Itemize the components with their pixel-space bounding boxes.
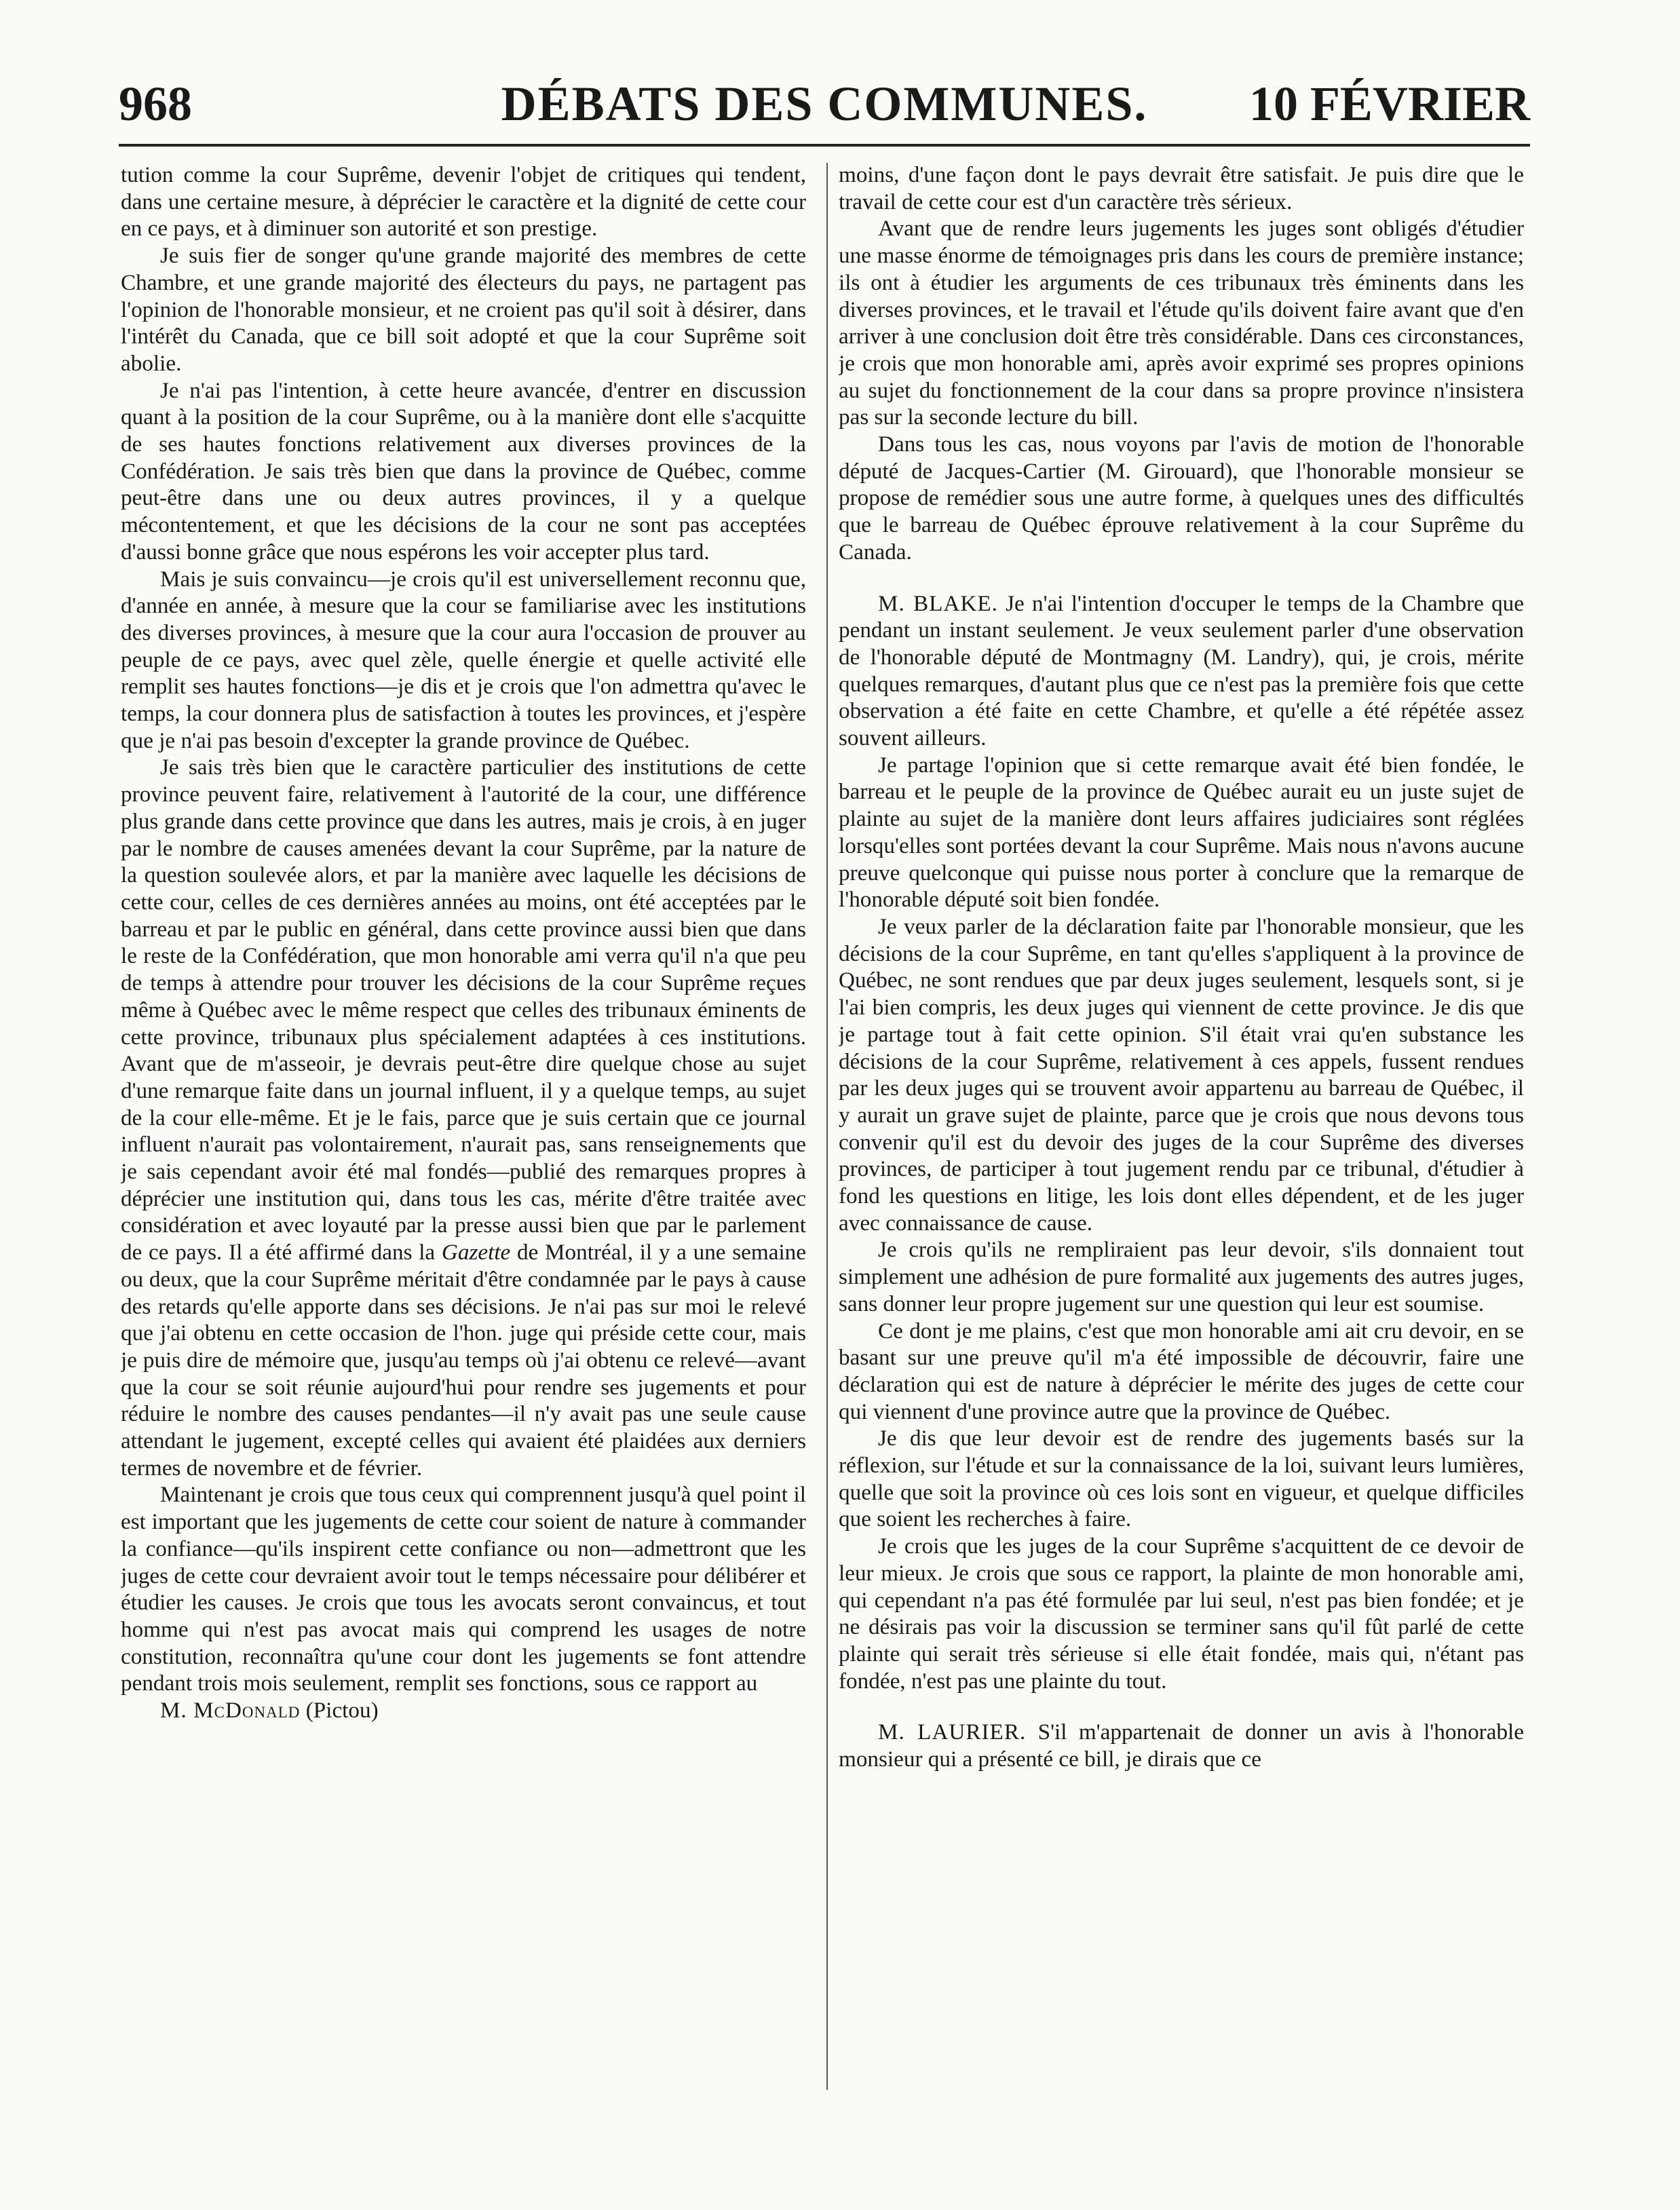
left-column xyxy=(121,161,806,2116)
paragraph: tution comme la cour Suprême, devenir l'objet de critiques qui tendent, dans une certaine mesure, à déprécier le caractère et la dignité de cette cour en ce pays, et à diminuer son autorité et son prestige. xyxy=(121,162,806,242)
paragraph: Je veux parler de la déclaration faite par l'honorable monsieur, que les décisions de la cour Suprême, en tant qu'elles s'appliquent à la province de Québec, ne sont rendues que par deux juges seulement, lesquels sont, si je l'ai bien compris, les deux juges qui viennent de cette province. Je dis que je partage tout à fait cette opinion. S'il était vrai qu'en substance les décisions de la cour Suprême, relativement à ces appels, fussent rendues par les deux juges qui se trouvent avoir appartenu au barreau de Québec, il y aurait un grave sujet de plainte, parce que je crois que nous devons tous convenir qu'il est du devoir des juges de la cour Suprême des diverses provinces, de participer à tout jugement rendu par ce tribunal, d'étudier à fond les questions en litige, les lois dont elles dépendent, et de les juger avec connaissance de cause. xyxy=(839,913,1524,1236)
paragraph-text: S'il m'appartenait de donner un avis à l'honorable monsieur qui a présenté ce bill, je dirais que ce xyxy=(839,1719,1524,1772)
newspaper-name: Gazette xyxy=(441,1240,511,1265)
column-footer-speaker xyxy=(121,1697,806,1724)
paragraph: Je crois qu'ils ne rempliraient pas leur devoir, s'ils donnaient tout simplement une adhésion de pure formalité aux jugements des autres juges, sans donner leur propre jugement sur une question qui leur est soumise. xyxy=(839,1237,1524,1316)
paragraph: Je n'ai pas l'intention, à cette heure avancée, d'entrer en discussion quant à la position de la cour Suprême, ou à la manière dont elle s'acquitte de ses hautes fonctions relativement aux diverses provinces de la Confédération. Je sais très bien que dans la province de Québec, comme peut-être dans une ou deux autres provinces, il y a quelque mécontentement, et que les décisions de la cour ne sont pas acceptées d'aussi bonne grâce que nous espérons les voir accepter plus tard. xyxy=(121,377,806,565)
speech-blake xyxy=(839,590,1524,752)
paragraph: Je crois que les juges de la cour Suprême s'acquittent de ce devoir de leur mieux. Je crois que sous ce rapport, la plainte de mon honorable ami, qui cependant n'a pas été formulée par lui seul, n'est pas bien fondée; et je ne désirais pas voir la discussion se terminer sans qu'il fût parlé de cette plainte qui serait très sérieuse si elle était fondée, mais qui, n'étant pas fondée, n'est pas une plainte du tout. xyxy=(839,1533,1524,1694)
speaker-name: M. McDonald xyxy=(160,1698,301,1723)
page-header xyxy=(119,76,1530,137)
paragraph: Je partage l'opinion que si cette remarque avait été bien fondée, le barreau et le peuple de la province de Québec aurait eu un juste sujet de plainte au sujet de la manière dont leurs affaires judiciaires sont réglées lorsqu'elles sont portées devant la cour Suprême. Mais nous n'avons aucune preuve quelconque qui puisse nous porter à conclure que la remarque de l'honorable député soit bien fondée. xyxy=(839,752,1524,913)
paragraph-text: de Montréal, il y a une semaine ou deux, que la cour Suprême méritait d'être condamnée par le pays à cause des retards qu'elle apporte dans ses décisions. Je n'ai pas sur moi le relevé que j'ai obtenu en cette occasion de l'hon. juge qui préside cette cour, mais je puis dire de mémoire que, jusqu'au temps où j'ai obtenu ce relevé—avant que la cour se soit réunie aujourd'hui pour rendre ses jugements et pour réduire le nombre des causes pendantes—il n'y avait pas une seule cause attendant le jugement, excepté celles qui avaient été plaidées aux derniers termes de novembre et de février. xyxy=(121,1240,806,1481)
paragraph: Je dis que leur devoir est de rendre des jugements basés sur la réflexion, sur l'étude et sur la connaissance de la loi, suivant leurs lumières, quelle que soit la province où ces lois sont en vigueur, et quelque difficiles que soient les recherches à faire. xyxy=(839,1426,1524,1532)
running-title: DÉBATS DES COMMUNES. xyxy=(501,77,1148,131)
speaker-name: M. LAURIER. xyxy=(878,1719,1027,1745)
speaker-riding: (Pictou) xyxy=(305,1698,379,1723)
paragraph xyxy=(121,754,806,1481)
paragraph: moins, d'une façon dont le pays devrait être satisfait. Je puis dire que le travail de cette cour est d'un caractère très sérieux. xyxy=(839,162,1524,214)
column-divider xyxy=(826,163,828,2090)
header-rule xyxy=(119,144,1530,147)
paragraph: Mais je suis convaincu—je crois qu'il est universellement reconnu que, d'année en année, à mesure que la cour se familiarise avec les institutions des diverses provinces, à mesure que la cour aura l'occasion de prouver au peuple de ce pays, avec quel zèle, quelle énergie et quelle activité elle remplit ses hautes fonctions—je dis et je crois que l'on admettra qu'avec le temps, la cour donnera plus de satisfaction à toutes les provinces, et j'espère que je n'ai pas besoin d'excepter la grande province de Québec. xyxy=(121,566,806,753)
paragraph: Ce dont je me plains, c'est que mon honorable ami ait cru devoir, en se basant sur une preuve qu'il m'a été impossible de découvrir, faire une déclaration qui est de nature à déprécier le mérite des juges de cette cour qui viennent d'une province autre que la province de Québec. xyxy=(839,1318,1524,1424)
page-number: 968 xyxy=(119,77,192,131)
header-date: 10 FÉVRIER xyxy=(1248,77,1530,131)
paragraph: Avant que de rendre leurs jugements les juges sont obligés d'étudier une masse énorme de témoignages pris dans les cours de première instance; ils ont à étudier les arguments de ces tribunaux très éminents dans les diverses provinces, et le travail et l'étude qu'ils doivent faire avant que d'en arriver à une conclusion doit être très considérable. Dans ces circonstances, je crois que mon honorable ami, après avoir exprimé ses propres opinions au sujet du fonctionnement de la cour dans sa propre province n'insistera pas sur la seconde lecture du bill. xyxy=(839,216,1524,430)
speech-laurier xyxy=(839,1719,1524,1772)
paragraph: Dans tous les cas, nous voyons par l'avis de motion de l'honorable député de Jacques-Cartier (M. Girouard), que l'honorable monsieur se propose de remédier sous une autre forme, à quelques unes des difficultés que le barreau de Québec éprouve relativement à la cour Suprême du Canada. xyxy=(839,432,1524,565)
speaker-name: M. BLAKE. xyxy=(878,590,998,616)
paragraph: Maintenant je crois que tous ceux qui comprennent jusqu'à quel point il est important que les jugements de cette cour soient de nature à commander la confiance—qu'ils inspirent cette confiance ou non—admettront que les juges de cette cour devraient avoir tout le temps nécessaire pour délibérer et étudier les causes. Je crois que tous les avocats seront convaincus, et tout homme qui n'est pas avocat mais qui comprend les usages de notre constitution, reconnaîtra qu'une cour dont les jugements se font attendre pendant trois mois seulement, remplit ses fonctions, sous ce rapport au xyxy=(121,1482,806,1696)
right-column xyxy=(839,161,1524,2034)
paragraph-text: Je sais très bien que le caractère particulier des institutions de cette province peuvent faire, relativement à l'autorité de la cour, une différence plus grande dans cette province que dans les autres, mais je crois, à en juger par le nombre de causes amenées devant la cour Suprême, par la nature de la question soulevée alors, et par la manière avec laquelle les décisions de cette cour, celles de ces dernières années au moins, ont été acceptées par le barreau et par le public en général, dans cette province aussi bien que dans le reste de la Confédération, que mon honorable ami verra qu'il n'a que peu de temps à attendre pour trouver les décisions de la cour Suprême reçues même à Québec avec le même respect que celles des tribunaux éminents de cette province, tribunaux plus spécialement adaptées à ces institutions. Avant que de m'asseoir, je devrais peut-être dire quelque chose au sujet d'une remarque faite dans un journal influent, il y a quelque temps, au sujet de la cour elle-même. Et je le fais, parce que je suis certain que ce journal influent n'aurait pas volontairement, n'aurait pas, sans renseignements que je sais cependant avoir été mal fondés—publié des remarques propres à déprécier une institution qui, dans tous les cas, mérite d'être traitée avec considération et avec loyauté par la presse aussi bien que par le parlement de ce pays. Il a été affirmé dans la xyxy=(121,755,806,1265)
paragraph-text: Je n'ai l'intention d'occuper le temps de la Chambre que pendant un instant seulement. Je veux seulement parler d'une observation de l'honorable député de Montmagny (M. Landry), qui, je crois, mérite quelques remarques, d'autant plus que ce n'est pas la première fois que cette observation a été faite en cette Chambre, et qu'elle a été répétée assez souvent ailleurs. xyxy=(839,590,1524,751)
paragraph: Je suis fier de songer qu'une grande majorité des membres de cette Chambre, et une grande majorité des électeurs du pays, ne partagent pas l'opinion de l'honorable monsieur, et ne croient pas qu'il soit à désirer, dans l'intérêt du Canada, que ce bill soit adopté et que la cour Suprême soit abolie. xyxy=(121,243,806,376)
